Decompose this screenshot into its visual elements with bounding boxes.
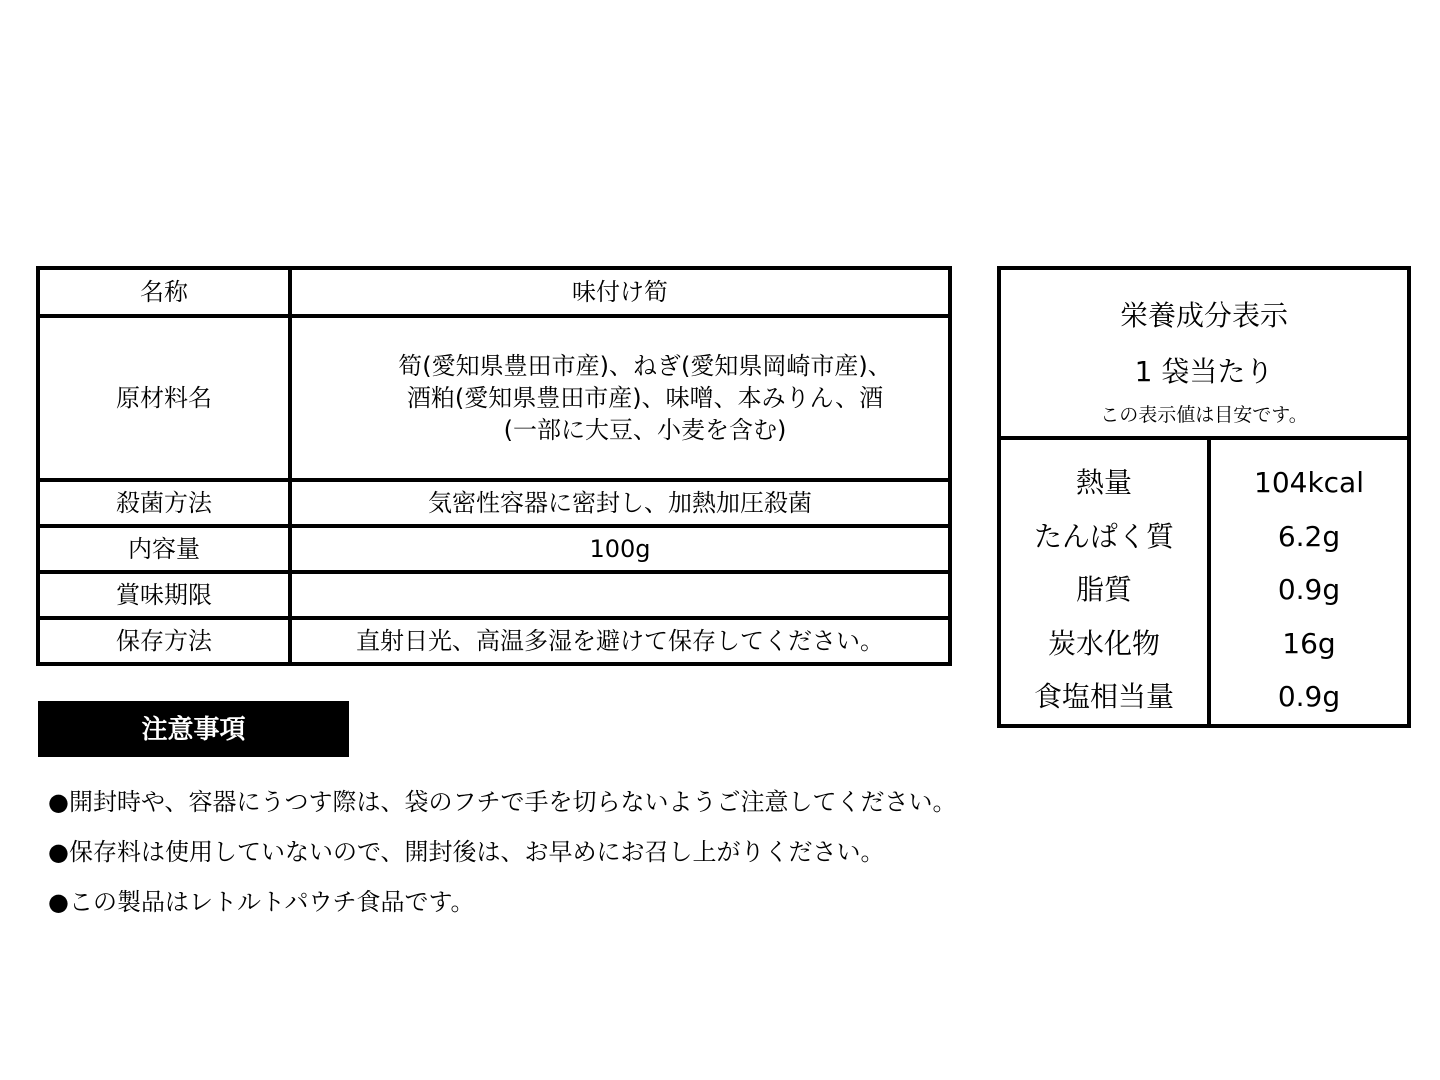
nutrition-row	[1001, 510, 1407, 564]
caution-item: ●この製品はレトルトパウチ食品です。	[48, 888, 475, 916]
table-row-content	[38, 526, 950, 572]
table-row-best-before	[38, 572, 950, 618]
nutrition-facts-box	[997, 266, 1411, 728]
nutrition-header	[1001, 270, 1407, 440]
table-row-sterilization	[38, 480, 950, 526]
storage-value: 直射日光、高温多湿を避けて保存してください。	[290, 618, 950, 664]
name-value: 味付け筍	[290, 268, 950, 316]
nutrient-value: 0.9g	[1277, 680, 1341, 713]
nutrient-value: 6.2g	[1277, 519, 1341, 553]
nutrition-note: この表示値は目安です。	[1100, 404, 1308, 426]
nutrient-label: 脂質	[1075, 573, 1132, 606]
best-before-label: 賞味期限	[38, 572, 290, 618]
nutrient-value: 16g	[1282, 626, 1336, 660]
caution-heading: 注意事項	[38, 701, 349, 757]
ingredients-label: 原材料名	[38, 316, 290, 480]
nutrition-row	[1001, 670, 1407, 724]
caution-list	[48, 784, 956, 934]
nutrient-label: たんぱく質	[1033, 519, 1174, 553]
nutrient-label: 炭水化物	[1047, 626, 1160, 660]
nutrient-label: 食塩相当量	[1033, 680, 1174, 713]
content-value: 100g	[290, 526, 950, 572]
name-label: 名称	[38, 268, 290, 316]
ingredients-line: (一部に大豆、小麦を含む)	[503, 416, 787, 444]
storage-label: 保存方法	[38, 618, 290, 664]
nutrition-row	[1001, 617, 1407, 671]
nutrient-value: 104kcal	[1254, 466, 1364, 499]
ingredients-line: 筍(愛知県豊田市産)、ねぎ(愛知県岡崎市産)、	[398, 352, 892, 380]
table-row-ingredients	[38, 316, 950, 480]
sterilization-value: 気密性容器に密封し、加熱加圧殺菌	[290, 480, 950, 526]
nutrient-label: 熱量	[1075, 466, 1132, 499]
nutrient-value: 0.9g	[1277, 573, 1341, 606]
nutrition-rows	[1001, 456, 1407, 724]
table-row-name	[38, 268, 950, 316]
caution-item: ●保存料は使用していないので、開封後は、お早めにお召し上がりください。	[48, 838, 885, 866]
sterilization-label: 殺菌方法	[38, 480, 290, 526]
nutrition-row	[1001, 563, 1407, 617]
table-row-storage	[38, 618, 950, 664]
best-before-value	[290, 572, 950, 618]
nutrition-title: 栄養成分表示	[1119, 299, 1288, 332]
nutrition-row	[1001, 456, 1407, 510]
caution-item: ●開封時や、容器にうつす際は、袋のフチで手を切らないようご注意してください。	[48, 788, 957, 816]
product-info-table	[36, 266, 952, 666]
ingredients-value	[290, 316, 950, 480]
content-label: 内容量	[38, 526, 290, 572]
nutrition-serving: 1 袋当たり	[1134, 355, 1274, 388]
ingredients-line: 酒粕(愛知県豊田市産)、味噌、本みりん、酒	[406, 384, 884, 412]
